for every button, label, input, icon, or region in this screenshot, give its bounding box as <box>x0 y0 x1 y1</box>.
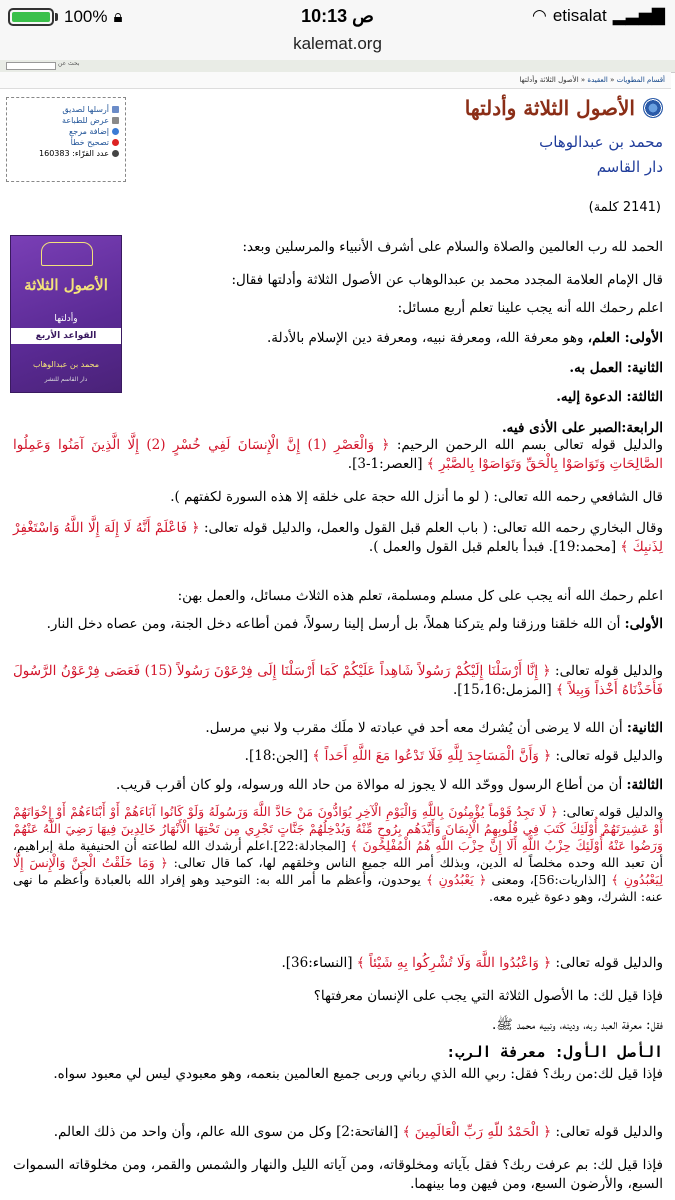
paragraph: والدليل قوله تعالى: ﴿ وَأَنَّ الْمَسَاجِدَ لِلَّهِ فَلَا تَدْعُوا مَعَ اللَّهِ أَحَداً ﴾ [الجن:18]. <box>244 748 663 764</box>
book-cover-image <box>10 235 122 393</box>
paragraph: والدليل قوله تعالى: ﴿ الْحَمْدُ للّهِ رَبِّ الْعَالَمِينَ ﴾ [الفاتحة:2] وكل من سوى الله عالم، وأن واحد من ذلك العالم. <box>53 1124 663 1140</box>
paragraph: قال الشافعي رحمه الله تعالى: ( لو ما أنزل الله حجة على خلقه إلا هذه السورة لكفتهم ). <box>170 489 663 505</box>
add-bookmark-link[interactable]: إضافة مرجع <box>11 126 119 137</box>
quran-verse: ﴿ لَا تَجِدُ قَوْماً يُؤْمِنُونَ بِاللَّهِ وَالْيَوْمِ الْآخِرِ يُوَادُّونَ مَنْ حَادَّ اللَّهَ وَرَسُولَهُ وَلَوْ كَانُوا آبَاءَهُمْ أَوْ أَبْنَاءَهُمْ أَوْ إِخْوَانَهُمْ أَوْ عَشِيرَتَهُمْ أُوْلَئِكَ كَتَبَ فِي قُلُوبِهِمُ الْإِيمَانَ وَأَيَّدَهُم بِرُوحٍ مِّنْهُ وَيُدْخِلُهُمْ جَنَّاتٍ تَجْرِي مِن تَحْتِهَا الْأَنْهَارُ خَالِدِينَ فِيهَا رَضِيَ اللَّهُ عَنْهُمْ وَرَضُوا عَنْهُ أُوْلَئِكَ حِزْبُ اللَّهِ أَلَا إِنَّ حِزْبَ اللَّهِ هُمُ الْمُفْلِحُونَ ﴾ <box>13 804 663 853</box>
quran-verse: ﴿ وَمَا خَلَقْتُ الْجِنَّ وَالْإِنسَ إِلَّا لِيَعْبُدُونِ ﴾ <box>13 855 664 887</box>
paragraph: الأولى: العلم، وهو معرفة الله، ومعرفة نبيه، ومعرفة دين الإسلام بالأدلة. <box>266 330 663 346</box>
cover-publisher: دار القاسم للنشر <box>44 376 88 383</box>
signal-icon: ▂▃▅▇ <box>612 6 665 25</box>
title-row <box>465 96 663 120</box>
paragraph: فإذا قيل لك: بم عرفت ربك؟ فقل بآياته ومخلوقاته، ومن آياته الليل والنهار والشمس والقمر، ومن مخلوقاته السموات السبع، والأرضون السبع، ومن فيهن وما بينهما. <box>13 1157 663 1192</box>
paragraph: الثانية: العمل به. <box>569 360 663 376</box>
wifi-icon: ◠ <box>531 6 547 25</box>
paragraph: وقال البخاري رحمه الله تعالى: ( باب العلم قبل القول والعمل، والدليل قوله تعالى: ﴿ فَاعْلَمْ أَنَّهُ لَا إِلَهَ إِلَّا اللَّهُ وَاسْتَغْفِرْ لِذَنبِكَ ﴾ [محمد:19]. فبدأ بالعلم قبل القول والعمل ). <box>13 520 663 555</box>
readers-count: عدد القرّاء: 160383 <box>11 148 119 159</box>
paragraph: اعلم رحمك الله أنه يجب علينا تعلم أربع مسائل: <box>397 300 663 316</box>
author-link[interactable]: محمد بن عبدالوهاب <box>539 133 663 151</box>
cover-title: الأصول الثلاثة <box>24 276 108 294</box>
status-bar <box>0 0 675 34</box>
envelope-icon <box>112 106 119 113</box>
quran-verse: ﴿ يَعْبُدُونِ ﴾ <box>426 872 487 887</box>
heart-icon <box>112 128 119 135</box>
paragraph: والدليل قوله تعالى: ﴿ وَاعْبُدُوا اللَّهَ وَلَا تُشْرِكُوا بِهِ شَيْئاً ﴾ [النساء:36]. <box>281 955 663 971</box>
quran-verse: ﴿ وَالْعَصْرِ (1) إِنَّ الْإِنسَانَ لَفِي خُسْرٍ (2) إِلَّا الَّذِينَ آمَنُوا وَعَمِلُوا الصَّالِحَاتِ وَتَوَاصَوْا بِالْحَقِّ وَتَوَاصَوْا بِالصَّبْرِ ﴾ <box>13 437 663 472</box>
url-text: kalemat.org <box>293 34 382 53</box>
paragraph: قال الإمام العلامة المجدد محمد بن عبدالوهاب عن الأصول الثلاثة وأدلتها فقال: <box>231 272 663 288</box>
eye-icon <box>112 150 119 157</box>
cover-subtitle: وأدلتها <box>54 314 78 324</box>
page-title: الأصول الثلاثة وأدلتها <box>464 96 635 120</box>
paragraph: والدليل قوله تعالى: ﴿ لَا تَجِدُ قَوْماً يُؤْمِنُونَ بِاللَّهِ وَالْيَوْمِ الْآخِرِ يُوَادُّونَ مَنْ حَادَّ اللَّهَ وَرَسُولَهُ وَلَوْ كَانُوا آبَاءَهُمْ أَوْ أَبْنَاءَهُمْ أَوْ إِخْوَانَهُمْ أَوْ عَشِيرَتَهُمْ أُوْلَئِكَ كَتَبَ فِي قُلُوبِهِمُ الْإِيمَانَ وَأَيَّدَهُم بِرُوحٍ مِّنْهُ وَيُدْخِلُهُمْ جَنَّاتٍ تَجْرِي مِن تَحْتِهَا الْأَنْهَارُ خَالِدِينَ فِيهَا رَضِيَ اللَّهُ عَنْهُمْ وَرَضُوا عَنْهُ أُوْلَئِكَ حِزْبُ اللَّهِ أَلَا إِنَّ حِزْبَ اللَّهِ هُمُ الْمُفْلِحُونَ ﴾ [المجادلة:22].اعلم أرشدك الله لطاعته أن الحنيفية ملة إبراهيم، أن تعبد الله وحده مخلصاً له الدين، وبذلك أمر الله جميع الناس وخلقهم لها، كما قال تعالى: ﴿ وَمَا خَلَقْتُ الْجِنَّ وَالْإِنسَ إِلَّا لِيَعْبُدُونِ ﴾ [الذاريات:56]، ومعنى ﴿ يَعْبُدُونِ ﴾ يوحدون، وأعظم ما أمر الله به: التوحيد وهو إفراد الله بالعبادة وأعظم ما نهى عنه: الشرك، وهو دعوة غيره معه. <box>13 804 664 904</box>
quran-verse: ﴿ الْحَمْدُ للّهِ رَبِّ الْعَالَمِينَ ﴾ <box>402 1124 552 1140</box>
search-input[interactable] <box>6 62 56 70</box>
paragraph: الثانية: أن الله لا يرضى أن يُشرك معه أحد في عبادته لا ملَك مقرب ولا نبي مرسل. <box>205 720 663 736</box>
printer-icon <box>112 117 119 124</box>
paragraph: اعلم رحمك الله أنه يجب على كل مسلم ومسلمة، تعلم هذه الثلاث مسائل، والعمل بهن: <box>177 588 663 604</box>
breadcrumb-item[interactable]: العقيدة <box>587 76 608 84</box>
print-view-link[interactable]: عرض للطباعة <box>11 115 119 126</box>
paragraph: فإذا قيل لك: ما الأصول الثلاثة التي يجب على الإنسان معرفتها؟ <box>313 988 663 1004</box>
cover-ornament <box>41 242 93 266</box>
clock: 10:13 ص <box>301 6 374 26</box>
quran-verse: ﴿ وَاعْبُدُوا اللَّهَ وَلَا تُشْرِكُوا بِهِ شَيْئاً ﴾ <box>356 955 552 971</box>
cover-band: القواعد الأربع <box>11 328 121 344</box>
quran-verse: ﴿ إِنَّا أَرْسَلْنَا إِلَيْكُمْ رَسُولاً شَاهِداً عَلَيْكُمْ كَمَا أَرْسَلْنَا إِلَى فِرْعَوْنَ رَسُولاً (15) فَعَصَى فِرْعَوْنُ الرَّسُولَ فَأَخَذْنَاهُ أَخْذاً وَبِيلاً ﴾ <box>13 663 663 698</box>
search-label: بحث عن <box>58 60 80 67</box>
quran-verse: ﴿ وَأَنَّ الْمَسَاجِدَ لِلَّهِ فَلَا تَدْعُوا مَعَ اللَّهِ أَحَداً ﴾ <box>312 748 552 764</box>
word-count: (2141 كلمة) <box>588 200 661 215</box>
paragraph: الثالثة: أن من أطاع الرسول ووحّد الله لا يجوز له موالاة من حاد الله ورسوله، ولو كان أقرب قريب. <box>116 777 663 793</box>
quran-verse: ﴿ فَاعْلَمْ أَنَّهُ لَا إِلَهَ إِلَّا اللَّهُ وَاسْتَغْفِرْ لِذَنبِكَ ﴾ <box>13 520 663 555</box>
paragraph: فقل: معرفة العبد ربه، ودينه، ونبيه محمد ﷺ. <box>492 1017 663 1033</box>
error-icon <box>112 139 119 146</box>
report-error-link[interactable]: تصحيح خطأ <box>11 137 119 148</box>
breadcrumb-current: الأصول الثلاثة وأدلتها <box>519 76 579 84</box>
address-bar[interactable] <box>0 34 675 60</box>
breadcrumb: أقسام المطويات « العقيدة « الأصول الثلاثة وأدلتها <box>0 72 671 89</box>
carrier-name: etisalat <box>552 6 607 25</box>
paragraph: الثالثة: الدعوة إليه. <box>556 389 663 405</box>
article-tools-panel <box>6 97 126 182</box>
paragraph: والدليل قوله تعالى بسم الله الرحمن الرحيم: ﴿ وَالْعَصْرِ (1) إِنَّ الْإِنسَانَ لَفِي خُسْرٍ (2) إِلَّا الَّذِينَ آمَنُوا وَعَمِلُوا الصَّالِحَاتِ وَتَوَاصَوْا بِالْحَقِّ وَتَوَاصَوْا بِالصَّبْرِ ﴾ [العصر:1-3]. <box>13 437 664 472</box>
ornament-icon <box>643 98 663 118</box>
paragraph: الحمد لله رب العالمين والصلاة والسلام على أشرف الأنبياء والمرسلين وبعد: <box>242 239 663 255</box>
paragraph: الرابعة:الصبر على الأذى فيه. <box>501 420 663 436</box>
send-to-friend-link[interactable]: أرسلها لصديق <box>11 104 119 115</box>
orientation-lock-icon: 🔒︎ <box>113 7 123 26</box>
paragraph: فإذا قيل لك:من ربك؟ فقل: ربي الله الذي رباني وربى جميع العالمين بنعمه، وهو معبودي ليس لي معبود سواه. <box>53 1066 663 1082</box>
paragraph: الأولى: أن الله خلقنا ورزقنا ولم يتركنا هملاً، بل أرسل إلينا رسولاً، فمن أطاعه دخل الجنة، ومن عصاه دخل النار. <box>46 616 663 632</box>
section-heading: الأصل الأول: معرفة الرب: <box>446 1043 663 1061</box>
cover-author: محمد بن عبدالوهاب <box>32 360 100 369</box>
paragraph: والدليل قوله تعالى: ﴿ إِنَّا أَرْسَلْنَا إِلَيْكُمْ رَسُولاً شَاهِداً عَلَيْكُمْ كَمَا أَرْسَلْنَا إِلَى فِرْعَوْنَ رَسُولاً (15) فَعَصَى فِرْعَوْنُ الرَّسُولَ فَأَخَذْنَاهُ أَخْذاً وَبِيلاً ﴾ [المزمل:15،16]. <box>13 663 663 698</box>
publisher-link[interactable]: دار القاسم <box>596 158 663 176</box>
breadcrumb-item[interactable]: أقسام المطويات <box>616 76 665 84</box>
battery-percent: 100% <box>64 7 108 26</box>
